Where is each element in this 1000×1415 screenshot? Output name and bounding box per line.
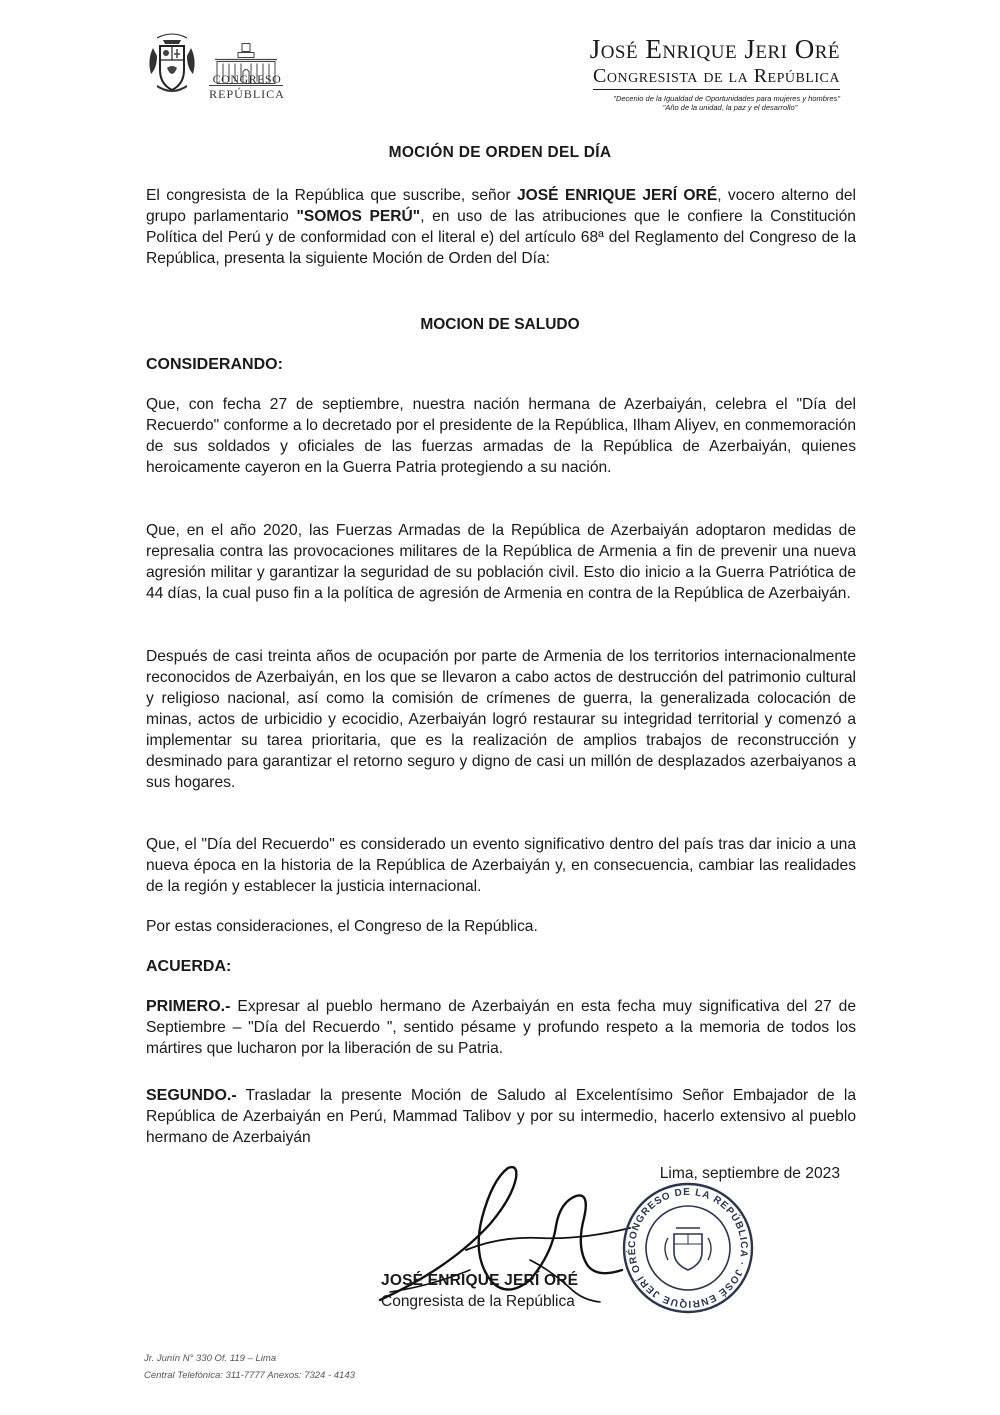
considerando-paragraph: Que, en el año 2020, las Fuerzas Armadas de la República de Azerbaiyán adoptaron medidas de represalia contra las provocaciones militares de la República de Armenia a fin de prevenir una nueva agresión militar y garantizar la seguridad de su población civil. Esto dio inicio a la Guerra Patriótica de 44 días, la cual puso fin a la política de agresión de Armenia en contra de la República de Azerbaiyán.: [146, 522, 856, 602]
segundo-label: SEGUNDO.-: [146, 1087, 237, 1104]
primero-text: Expresar al pueblo hermano de Azerbaiyán en esta fecha muy significativa del 27 de Septiembre – "Día del Recuerdo ", sentido pésame y profundo respeto a la memoria de todos los mártires que lucharon por la liberación de su Patria.: [146, 998, 856, 1057]
peru-coat-of-arms-icon: [143, 30, 201, 98]
acuerda-heading: ACUERDA:: [146, 958, 232, 975]
primero-label: PRIMERO.-: [146, 998, 231, 1015]
considerando-paragraph: Que, con fecha 27 de septiembre, nuestra nación hermana de Azerbaiyán, celebra el "Día del Recuerdo" conforme a lo decretado por el presidente de la República, Ilham Aliyev, en conmemoración de sus soldados y oficiales de las fuerzas armadas de la República de Azerbaiyán, quienes heroicamente cayeron en la Guerra Patria protegiendo a su nación.: [146, 396, 856, 476]
congress-logo-text: [203, 72, 291, 102]
congress-logo-line2: REPÚBLICA: [209, 87, 285, 101]
letterhead-year-motto: "Año de la unidad, la paz y el desarrollo": [662, 103, 798, 112]
congress-logo-line1: CONGRESO: [212, 72, 282, 86]
segundo-paragraph: [146, 1085, 856, 1148]
considerando-heading: CONSIDERANDO:: [146, 356, 283, 373]
intro-group-name: "SOMOS PERÚ": [296, 208, 421, 225]
stamp-ring-text: CONGRESO DE LA REPÚBLICA · JOSÉ ENRIQUE JERÍ ORÉ: [626, 1186, 750, 1310]
intro-part3: , en uso de las atribuciones que le confiere la Constitución Política del Perú y de conformidad con el literal e) del artículo 68ª del Reglamento del Congreso de la República, presenta la siguiente Moción de Orden del Día:: [146, 208, 856, 267]
considerando-paragraph: Que, el "Día del Recuerdo" es considerado un evento significativo dentro del país tras dar inicio a una nueva época en la historia de la República de Azerbaiyán y, en consecuencia, cambiar las realidades de la región y establecer la justicia internacional.: [146, 836, 856, 895]
document-subtitle: MOCION DE SALUDO: [420, 316, 580, 333]
footer-phone: Central Telefónica: 311-7777 Anexos: 7324 - 4143: [144, 1370, 355, 1381]
signer-role: Congresista de la República: [381, 1293, 575, 1310]
letterhead-name: José Enrique Jeri Oré: [589, 34, 840, 64]
letterhead-role: Congresista de la República: [593, 64, 840, 90]
document-title: MOCIÓN DE ORDEN DEL DÍA: [388, 144, 612, 161]
place-date: Lima, septiembre de 2023: [659, 1165, 840, 1182]
primero-paragraph: [146, 996, 856, 1059]
considerando-paragraph: Después de casi treinta años de ocupación por parte de Armenia de los territorios internacionalmente reconocidos de Azerbaiyán, en los que se llevaron a cabo actos de destrucción del patrimonio cultural y religioso nacional, así como la comisión de crímenes de guerra, la generalizada colocación de minas, actos de urbicidio y ecocidio, Azerbaiyán logró restaurar su integridad territorial y comenzó a implementar su tarea prioritaria, que es la realización de amplios trabajos de reconstrucción y desminado para garantizar el retorno seguro y digno de casi un millón de desplazados azerbaiyanos a sus hogares.: [146, 648, 856, 791]
letterhead: [500, 34, 840, 112]
closing-consideration: Por estas consideraciones, el Congreso de la República.: [146, 918, 538, 935]
intro-paragraph: [146, 185, 856, 269]
official-stamp: [618, 1178, 758, 1318]
footer-contact: [144, 1350, 355, 1384]
signer-name: JOSÉ ENRIQUE JERÍ ORÉ: [381, 1272, 579, 1289]
letterhead-decenio: "Decenio de la Igualdad de Oportunidades para mujeres y hombres": [613, 94, 840, 103]
footer-address: Jr. Junín N° 330 Of. 119 – Lima: [144, 1353, 277, 1364]
intro-part2: , vocero alterno del grupo parlamentario: [146, 187, 856, 225]
segundo-text: Trasladar la presente Moción de Saludo al Excelentísimo Señor Embajador de la República de Azerbaiyán en Perú, Mammad Talibov y por su intermedio, hacerlo extensivo al pueblo hermano de Azerbaiyán: [146, 1087, 856, 1146]
intro-part1: El congresista de la República que suscribe, señor: [146, 187, 517, 204]
intro-signer-name: JOSÉ ENRIQUE JERÍ ORÉ: [516, 187, 718, 204]
